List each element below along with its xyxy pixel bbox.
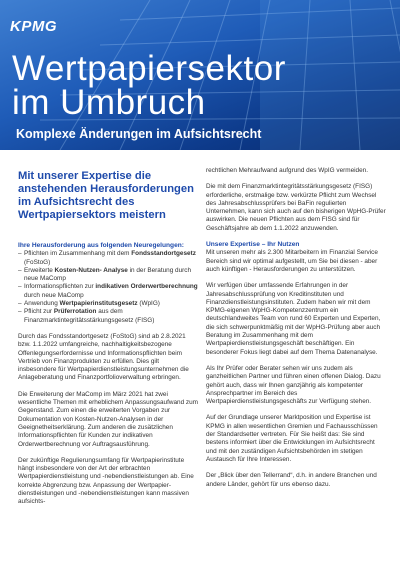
kpmg-logo: KPMG — [10, 18, 57, 35]
expertise-heading: Unsere Expertise – Ihr Nutzen — [206, 241, 300, 249]
lead-heading: Mit unserer Expertise die anstehenden Herausforderungen im Aufsichtsrecht des Wertpapiersektors meistern — [18, 170, 194, 221]
paragraph: Durch das Fondsstandortgesetz (FoStoG) sind ab 2.8.2021 bzw. 1.1.2022 umfangreiche, nachhaltigkeitsbezogene Offenlegungserfordernisse und Informationspflichten beim Vertrieb von Finanzprodukten zu erfüllen. Dies gilt insbesondere für Wertpapierdienstleistungsunternehmen die Anlageberatung und Finanzportfolioverwaltung erbringen. — [18, 332, 189, 382]
paragraph: Die mit dem Finanzmarktintegritätsstärkungsgesetz (FISG) erforderliche, erstmalige bzw. verkürzte Pflicht zum Wechsel des Jahresabschlussprüfers bei BaFin regulierten Unternehmen, kann sich auch auf den bisherigen WpHG-Prüfer auswirken. Die neuen Pflichten aus dem FISG sind für Geschäftsjahre ab dem 1.1.2022 anzuwenden. — [206, 183, 386, 232]
right-column — [206, 167, 386, 497]
list-item: – Erweiterte Kosten-Nutzen- Analyse in der Beratung durch neue MaComp — [18, 267, 198, 284]
paragraph: Der zukünftige Regulierungsumfang für Wertpapierinstitute hängt insbesondere von der Art der erbrachten Wertpapierdienstleistung und -nebendienstleistungen ab. Eine korrekte Abgrenzung bzw. Anpassung der Wertpapier-dienstleistungen und -nebendienstleistungen kann massiven aufsichts- — [18, 456, 194, 506]
content-columns — [0, 162, 400, 565]
challenges-heading: Ihre Herausforderung aus folgenden Neuregelungen: — [18, 242, 184, 249]
paragraph: Die Erweiterung der MaComp im März 2021 hat zwei wesentliche Themen mit erheblichem Anpassungsaufwand zum Gegenstand. Zum einen die erweiterten Vorgaben zur Dokumentation von Kosten-Nutzen-Analysen in der Geeignetheitserklärung. Zum anderen die zusätzlichen Informationspflichten für Kunden zur indikativen Orderwertberechnung vor Auftragsausführung. — [18, 390, 198, 448]
list-item: – Pflicht zur Prüferrotation aus dem Finanzmarktintegritätsstärkungsgesetz (FISG) — [18, 308, 198, 325]
list-item: – Anwendung Wertpapierinstitutsgesetz (WpIG) — [18, 300, 198, 308]
list-item: – Informationspflichten zur indikativen Orderwertberechnung durch neue MaComp — [18, 283, 198, 300]
challenges-list — [18, 250, 198, 325]
page-title — [12, 49, 286, 122]
paragraph: Als Ihr Prüfer oder Berater sehen wir uns zudem als ganzheitlichen Partner und führen einen offenen Dialog. Dazu gehört auch, dass wir Ihnen ganzjährig als kompetenter Ansprechpartner im Bereich des Wertpapierdienstleistungsgeschäfts zur Verfügung stehen. — [206, 364, 381, 406]
title-line-1: Wertpapiersektor — [12, 49, 286, 88]
paragraph: rechtlichen Mehraufwand aufgrund des WpIG vermeiden. — [206, 167, 368, 174]
hero-banner — [0, 0, 400, 150]
paragraph: Auf der Grundlage unserer Marktposition und Expertise ist KPMG in allen wesentlichen Gremien und Fachausschüssen der Standardsetter vertreten. Für Sie heißt das: Sie sind bestens informiert über die Entwicklungen im Aufsichtsrecht und mit den zuständigen Aufsichtsbehörden im stetigen Austausch für Ihre Interessen. — [206, 414, 378, 463]
paragraph: Wir verfügen über umfassende Erfahrungen in der Jahresabschlussprüfung von Kreditinstituten und Finanzdienstleistungsinstituten. Zudem haben wir mit dem KPMG-eigenen WpHG-Kompetenzzentrum ein deutschlandweites Team von rund 60 Experten und Experten, die sich schwerpunktmäßig mit der WpHG-Prüfung aber auch Beratung im Zusammenhang mit dem Wertpapierdienstleistungsgeschäft beschäftigen. Ein besonderer Fokus liegt dabei auf dem Thema Datenanalyse. — [206, 282, 381, 356]
page-subtitle: Komplexe Änderungen im Aufsichtsrecht — [16, 127, 262, 141]
paragraph: Mit unseren mehr als 2.300 Mitarbeitern im Finanzial Service Bereich sind wir optimal aufgestellt, um Sie bei diesen - aber auch künftigen - Herausforderungen zu unterstützen. — [206, 249, 378, 273]
list-item: – Pflichten im Zusammenhang mit dem Fondsstandortgesetz (FoStoG) — [18, 250, 198, 267]
title-line-2: im Umbruch — [12, 83, 206, 122]
left-column — [18, 162, 198, 515]
paragraph: Der „Blick über den Tellerrand“, d.h. in andere Branchen und andere Länder, gehört für uns ebenso dazu. — [206, 472, 377, 488]
